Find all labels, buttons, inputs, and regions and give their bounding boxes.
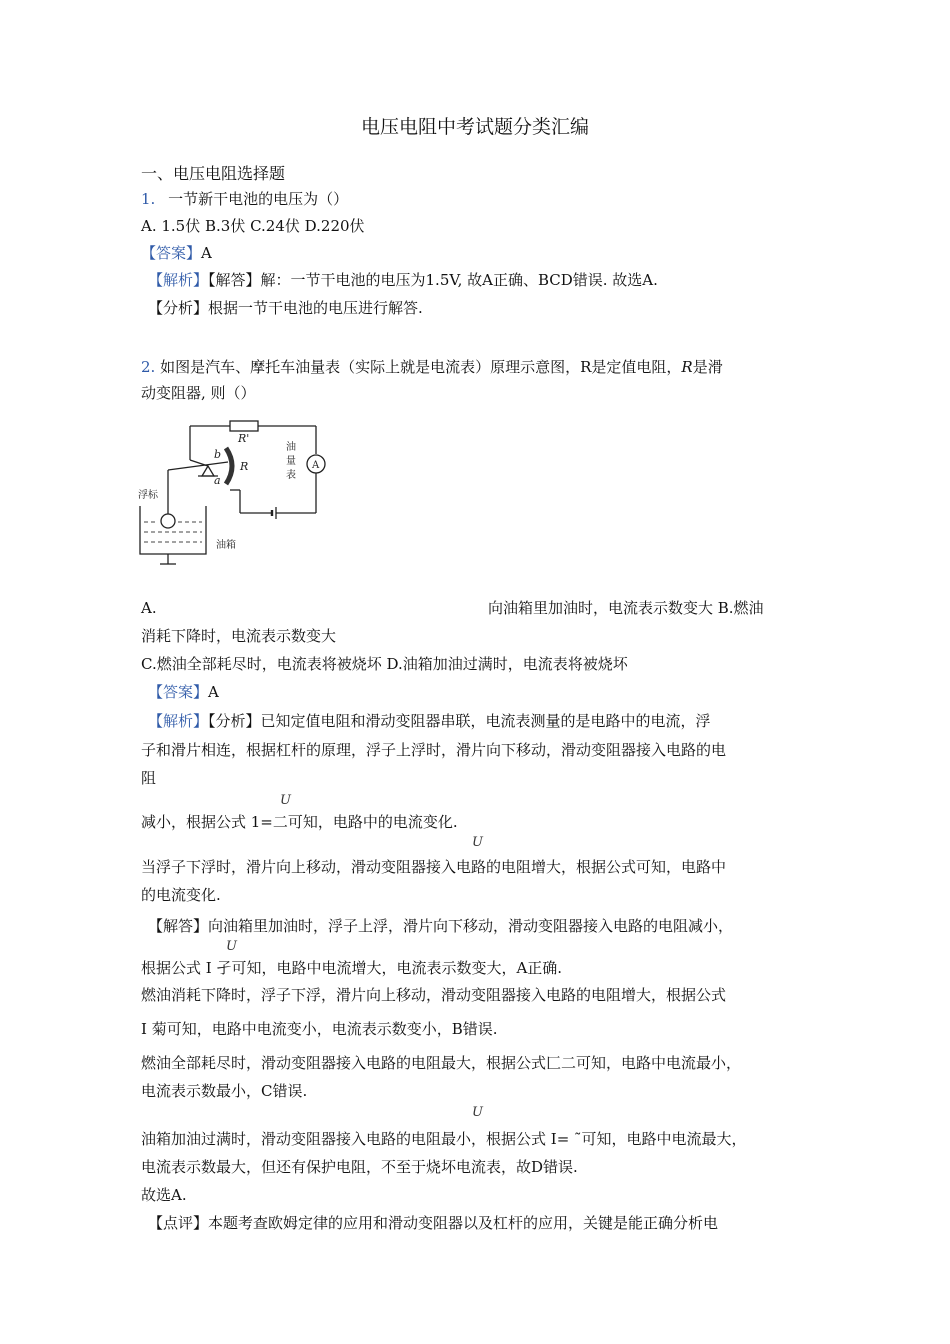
q2-analysis-text: 【分析】已知定值电阻和滑动变阻器串联，电流表测量的是电路中的电流，浮	[208, 712, 711, 730]
q2-analysis-line1	[148, 710, 711, 732]
formula-u-3: U	[226, 939, 237, 954]
q2-analysis-line2: 子和滑片相连，根据杠杆的原理，浮子上浮时，滑片向下移动，滑动变阻器接入电路的电	[141, 741, 727, 759]
label-b: b	[214, 448, 222, 461]
meter-label-1: 油	[286, 442, 296, 453]
q2-opt-a-text2: 消耗下降时，电流表示数变大	[141, 627, 337, 645]
label-r: R	[240, 460, 249, 473]
q2-answer-value: A	[208, 683, 219, 701]
q2-answer-tag: 【答案】	[148, 683, 209, 701]
float-ball	[161, 514, 175, 528]
q2-opt-a-label: A.	[141, 599, 157, 617]
q1-number: 1.	[141, 190, 156, 208]
q2-analysis-line5: 当浮子下浮时，滑片向上移动，滑动变阻器接入电路的电阻增大，根据公式可知，电路中	[141, 858, 727, 876]
q2-analysis-line9: 燃油消耗下降时，浮子下浮，滑片向上移动，滑动变阻器接入电路的电阻增大，根据公式	[141, 986, 727, 1004]
q2-analysis-line12: 电流表示数最小，C错误.	[141, 1082, 308, 1100]
q2-analysis-line14: 电流表示数最大，但还有保护电阻，不至于烧坏电流表，故D错误.	[141, 1158, 578, 1176]
pivot-wire	[190, 460, 208, 466]
q2-analysis-line8: 根据公式 I 孑可知，电路中电流增大，电流表示数变大，A正确.	[141, 959, 563, 977]
q2-number: 2.	[141, 358, 156, 376]
formula-u-1: U	[280, 793, 291, 808]
formula-u-4: U	[472, 1105, 483, 1120]
tank-walls	[140, 506, 206, 554]
q1-analysis-tag: 【解析】	[148, 271, 209, 289]
q2-opt-cd: C.燃油全部耗尽时，电流表将被烧坏 D.油箱加油过满时，电流表将被烧坏	[141, 655, 628, 673]
q1-answer	[141, 242, 212, 264]
pivot-triangle	[202, 466, 214, 476]
q2-stem-line2: 动变阻器, 则（）	[141, 384, 256, 402]
label-r-prime: R'	[238, 432, 250, 445]
q2-stem-line1	[141, 356, 723, 378]
circuit-diagram	[138, 418, 328, 568]
formula-u-2: U	[472, 835, 483, 850]
page-title: 电压电阻中考试题分类汇编	[360, 116, 589, 138]
q2-analysis-line6: 的电流变化.	[141, 886, 221, 904]
q2-analysis-tag: 【解析】	[148, 712, 209, 730]
q1-analysis-text: 【解答】解：一节干电池的电压为1.5V, 故A正确、BCD错误. 故选A.	[208, 271, 658, 289]
label-a: a	[214, 474, 221, 487]
q2-analysis-line16: 【点评】本题考查欧姆定律的应用和滑动变阻器以及杠杆的应用，关键是能正确分析电	[148, 1214, 719, 1232]
ammeter-label: A	[312, 460, 320, 471]
meter-label-2: 量	[286, 456, 296, 467]
float-label: 浮标	[138, 490, 158, 501]
q2-analysis-line11: 燃油全部耗尽时，滑动变阻器接入电路的电阻最大，根据公式匚二可知，电路中电流最小，	[141, 1054, 742, 1072]
q2-opt-a-text: 向油箱里加油时，电流表示数变大 B.燃油	[488, 599, 764, 617]
variable-resistor-arc	[226, 448, 232, 484]
q2-analysis-line15: 故选A.	[141, 1186, 187, 1204]
q2-analysis-line4: 减小，根据公式 1=二可知，电路中的电流变化.	[141, 813, 458, 831]
q1-options: A. 1.5伏 B.3伏 C.24伏 D.220伏	[141, 217, 365, 235]
tank-label: 油箱	[216, 540, 236, 551]
q2-answer	[148, 681, 219, 703]
q2-analysis-line13: 油箱加油过满时，滑动变阻器接入电路的电阻最小，根据公式 I= ˜可知，电路中电流最大，	[141, 1130, 747, 1148]
q1-stem	[141, 188, 348, 210]
q2-analysis-line7: 【解答】向油箱里加油时，浮子上浮，滑片向下移动，滑动变阻器接入电路的电阻减小，	[148, 917, 734, 935]
q2-stem-text: 如图是汽车、摩托车油量表（实际上就是电流表）原理示意图，R是定值电阻，	[160, 358, 682, 376]
q2-analysis-line3: 阻	[141, 769, 157, 787]
fixed-resistor	[230, 421, 258, 431]
q2-analysis-line10: I 菊可知，电路中电流变小，电流表示数变小，B错误.	[141, 1020, 498, 1038]
q2-stem-end: 是滑	[692, 358, 723, 376]
q1-answer-value: A	[201, 244, 212, 262]
meter-label-3: 表	[286, 470, 296, 481]
q1-analysis	[148, 269, 658, 291]
section-heading: 一、电压电阻选择题	[141, 164, 286, 183]
q1-fenxi: 【分析】根据一节干电池的电压进行解答.	[148, 299, 423, 317]
q1-answer-tag: 【答案】	[141, 244, 202, 262]
q2-stem-r: R	[681, 358, 693, 376]
q1-stem-text: 一节新干电池的电压为（）	[168, 190, 349, 208]
